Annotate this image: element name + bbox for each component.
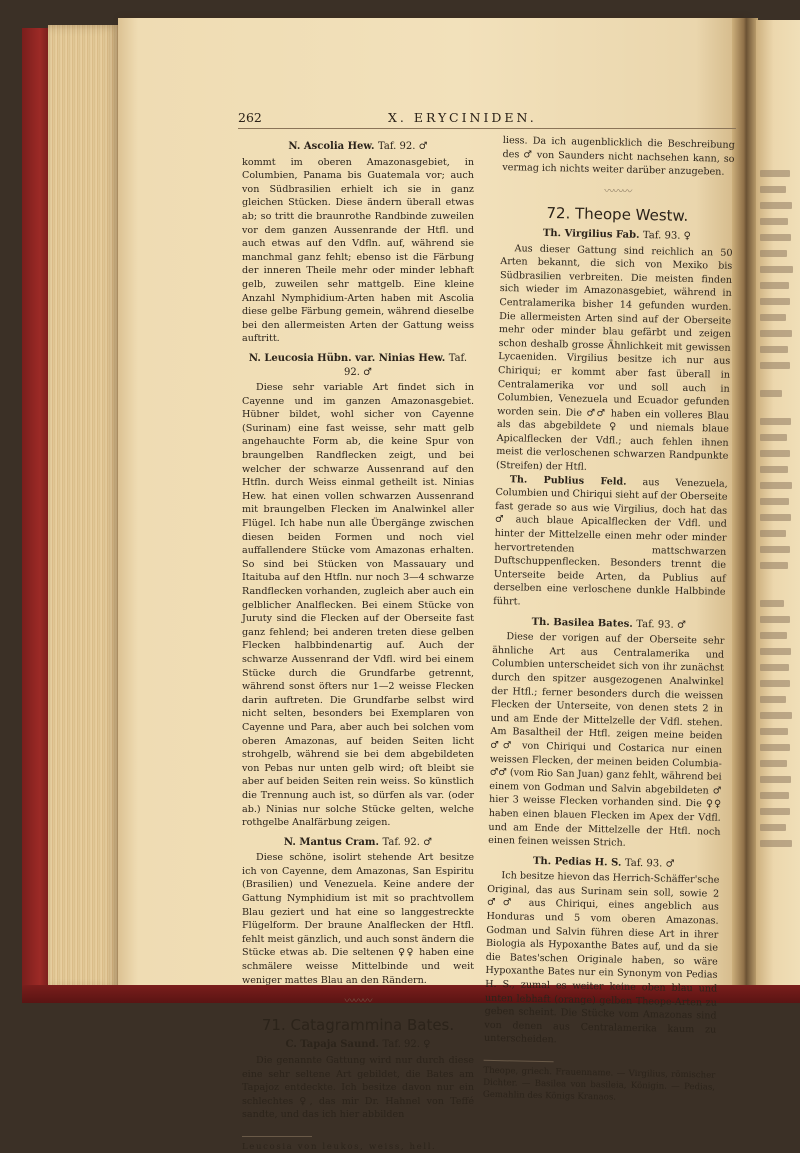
plate-reference: Taf. 92. ♂ <box>382 836 433 848</box>
plate-reference: Taf. 92. ♀ <box>382 1039 431 1051</box>
header-rule <box>238 128 736 129</box>
ornament-divider: 〰〰〰 <box>604 185 632 198</box>
book-gutter <box>732 18 758 990</box>
species-name: Th. Basilea Bates. <box>531 616 633 630</box>
footnote-rule <box>484 1060 554 1062</box>
species-heading <box>242 1038 474 1052</box>
species-name: C. Tapaja Saund. <box>285 1039 380 1051</box>
genus-title: 72. Theope Westw. <box>546 204 689 226</box>
paragraph: liess. Da ich augenblicklich die Beschreibung des ♂ von Saunders nicht nachsehen kann, so vermag ich nichts weiter darüber anzugeben. <box>502 134 735 178</box>
running-title: X. ERYCINIDEN. <box>388 110 537 125</box>
plate-reference: Taf. 93. ♂ <box>624 857 675 870</box>
right-page-fragment <box>756 20 800 990</box>
species-name: Th. Virgilius Fab. <box>542 227 640 241</box>
footnote-rule <box>242 1136 312 1137</box>
genus-title: 71. Catagrammina Bates. <box>261 1015 455 1034</box>
paragraph: Ich besitze hievon das Herrich-Schäffer'sche Original, das aus Surinam sein soll, sowie 2 ♂♂ aus Chiriqui, eines angeblich aus Honduras und 5 vom oberen Amazonas. Godman und Salvin führen diese Art in ihrer Biologia als Hypoxanthe Bates auf, und da sie die Bates'schen Originale haben, so wäre Hypoxanthe Bates nur ein Synonym von Pedias H. S., zumal es weiter keine oben blau und unten lebhaft (orange) gelben Theope-Arten zu geben scheint. Die Stücke vom Amazonas sind von denen aus Centralamerika kaum zu unterscheiden. <box>483 870 720 1046</box>
species-name: N. Mantus Cram. <box>283 836 379 848</box>
species-heading <box>242 140 474 154</box>
paragraph: kommt im oberen Amazonasgebiet, in Columbien, Panama bis Guatemala vor; auch von Südbrasilien erhielt ich sie in ganz gleichen Stücken. Diese ändern überall etwas ab; so tritt die braunrothe Randbinde zuweilen vor dem ganzen Aussenrande der Htfl. und auch etwas auf den Vdfln. auf, während sie manchmal ganz fehlt; ebenso ist die Färbung der inneren Theile mehr oder minder lebhaft gelb, zuweilen sehr mattgelb. Eine kleine Anzahl Nymphidium-Arten haben mit Ascolia diese gelbe Färbung gemein, während dieselbe bei den allermeisten Arten der Gattung weiss auftritt. <box>242 156 474 345</box>
paragraph: Diese sehr variable Art findet sich in Cayenne und im ganzen Amazonasgebiet. Hübner bildet, wohl sicher von Cayenne (Surinam) eine fast weisse, sehr matt gelb angehauchte Form ab, die keine Spur von braungelben Randflecken zeigt, und bei welcher der schwarze Aussenrand auf den Htfln. durch Weiss einmal getheilt ist. Ninias Hew. hat einen vollen schwarzen Aussenrand mit braungelben Flecken im Analwinkel aller Flügel. Ich habe nun alle Übergänge zwischen diesen beiden Formen und noch viel auffallendere Stücke vom Amazonas erhalten. So sind bei Stücken von Massauary und Itaituba auf den Htfln. nur noch 3—4 schwarze Randflecken vorhanden, zugleich aber auch ein gelblicher Analflecken. Bei einem Stücke von Juruty sind die Flecken auf der Oberseite fast ganz fehlend; bei anderen treten diese gelben Flecken halbbindenartig auf. Auch der schwarze Aussenrand der Vdfl. wird bei einem Stücke durch die Grundfarbe getrennt, während sonst öfters nur 1—2 weisse Flecken darin auftreten. Die Grundfarbe selbst wird nicht selten, besonders bei Exemplaren von Cayenne und Para, aber auch bei solchen vom oberen Amazonas, auf beiden Seiten licht strohgelb, während sie bei dem abgebildeten von Pebas nur unten gelb wird; oft bleibt sie aber auf beiden Seiten rein weiss. So künstlich die Trennung auch ist, so dürfen als var. (oder ab.) Ninias nur solche Stücke gelten, welche rothgelbe Analfärbung zeigen. <box>242 382 474 829</box>
footnote: Theope, griech. Frauenname. — Virgilius, römischer Dichter. — Basilea von basileia, Königin. — Pedias, Gemahlin des Königs Kranaos. <box>482 1065 716 1103</box>
paragraph: Diese schöne, isolirt stehende Art besitze ich von Cayenne, dem Amazonas, San Espiritu (Brasilien) und Venezuela. Keine andere der Gattung Nymphidium ist mit so prachtvollem Blau geziert und hat eine so langgestreckte Flügelform. Der braune Analflecken der Htfl. fehlt meist gänzlich, und auch sonst ändern die Stücke etwas ab. Die seltenen ♀♀ haben eine schmälere weisse Mittelbinde und weit weniger mattes Blau an den Rändern. <box>242 852 474 986</box>
footnote: Leucosia von leukos, weiss, hell. <box>242 1141 437 1152</box>
species-name: Th. Pedias H. S. <box>532 855 622 869</box>
plate-reference: Taf. 93. ♂ <box>636 618 687 631</box>
paragraph-text: aus Venezuela, Columbien und Chiriqui sieht auf der Oberseite fast gerade so aus wie Virgilius, doch hat das ♂ auch blaue Apicalflecken der Vdfl. und hinter der Mittelzelle einen mehr oder minder hervortretenden mattschwarzen Duftschuppenflecken. Besonders trennt die Unterseite beide Arten, da Publius auf derselben eine verloschene dunkle Halbbinde führt. <box>493 476 728 608</box>
page-edges <box>48 25 120 990</box>
page-number: 262 <box>238 110 262 125</box>
plate-reference: Taf. 93. ♀ <box>642 229 692 242</box>
paragraph: Die genannte Gattung wird nur durch diese eine sehr seltene Art gebildet, die Bates am Tapajoz entdeckte. Ich besitze davon nur ein schlechtes ♀, das mir Dr. Hahnel von Teffé sandte, und das ich hier abbilden <box>242 1055 474 1121</box>
ornament-divider: 〰〰〰 <box>344 996 372 1008</box>
taxon-name: Th. Publius Feld. <box>509 473 627 488</box>
left-column <box>242 134 474 1153</box>
species-name: N. Leucosia Hübn. var. Ninias Hew. <box>248 352 446 364</box>
paragraph: Aus dieser Gattung sind reichlich an 50 Arten bekannt, die sich von Mexiko bis Südbrasilien verbreiten. Die meisten finden sich wieder im Amazonasgebiet, während in Centralamerika bisher 14 gefunden wurden. Die allermeisten Arten sind auf der Oberseite mehr oder minder blau gefärbt und zeigen schon deshalb grosse Ähnlichkeit mit gewissen Lycaeniden. Virgilius besitze ich nur aus Chiriqui; er kommt aber fast überall in Centralamerika vor und soll auch in Columbien, Venezuela und Ecuador gefunden worden sein. Die ♂♂ haben ein volleres Blau als das abgebildete ♀ und niemals blaue Apicalflecken der Vdfl.; auch fehlen ihnen meist die verloschenen schwarzen Randpunkte (Streifen) der Htfl. <box>495 242 733 473</box>
plate-reference: Taf. 92. ♂ <box>343 352 468 378</box>
species-name: N. Ascolia Hew. <box>288 141 375 152</box>
paragraph: Diese der vorigen auf der Oberseite sehr ähnliche Art aus Centralamerika und Columbien unterscheidet sich von ihr zunächst durch den spitzer ausgezogenen Analwinkel der Htfl.; ferner besonders durch die weissen Flecken der Unterseite, von denen stets 2 in und am Ende der Mittelzelle der Vdfl. stehen. Am Basaltheil der Htfl. zeigen meine beiden ♂♂ von Chiriqui und Costarica nur einen weissen Flecken, der meinen beiden Columbia-♂♂ (vom Rio San Juan) ganz fehlt, während bei einem von Godman und Salvin abgebildeten ♂ hier 3 weisse Flecken vorhanden sind. Die ♀♀ haben einen blauen Flecken im Apex der Vdfl. und am Ende der Mittelzelle der Htfl. noch einen feinen weissen Strich. <box>488 631 725 849</box>
plate-reference: Taf. 92. ♂ <box>377 141 428 152</box>
paragraph <box>493 473 728 614</box>
species-heading <box>242 352 474 379</box>
species-heading <box>242 836 474 850</box>
right-column <box>483 134 735 1106</box>
